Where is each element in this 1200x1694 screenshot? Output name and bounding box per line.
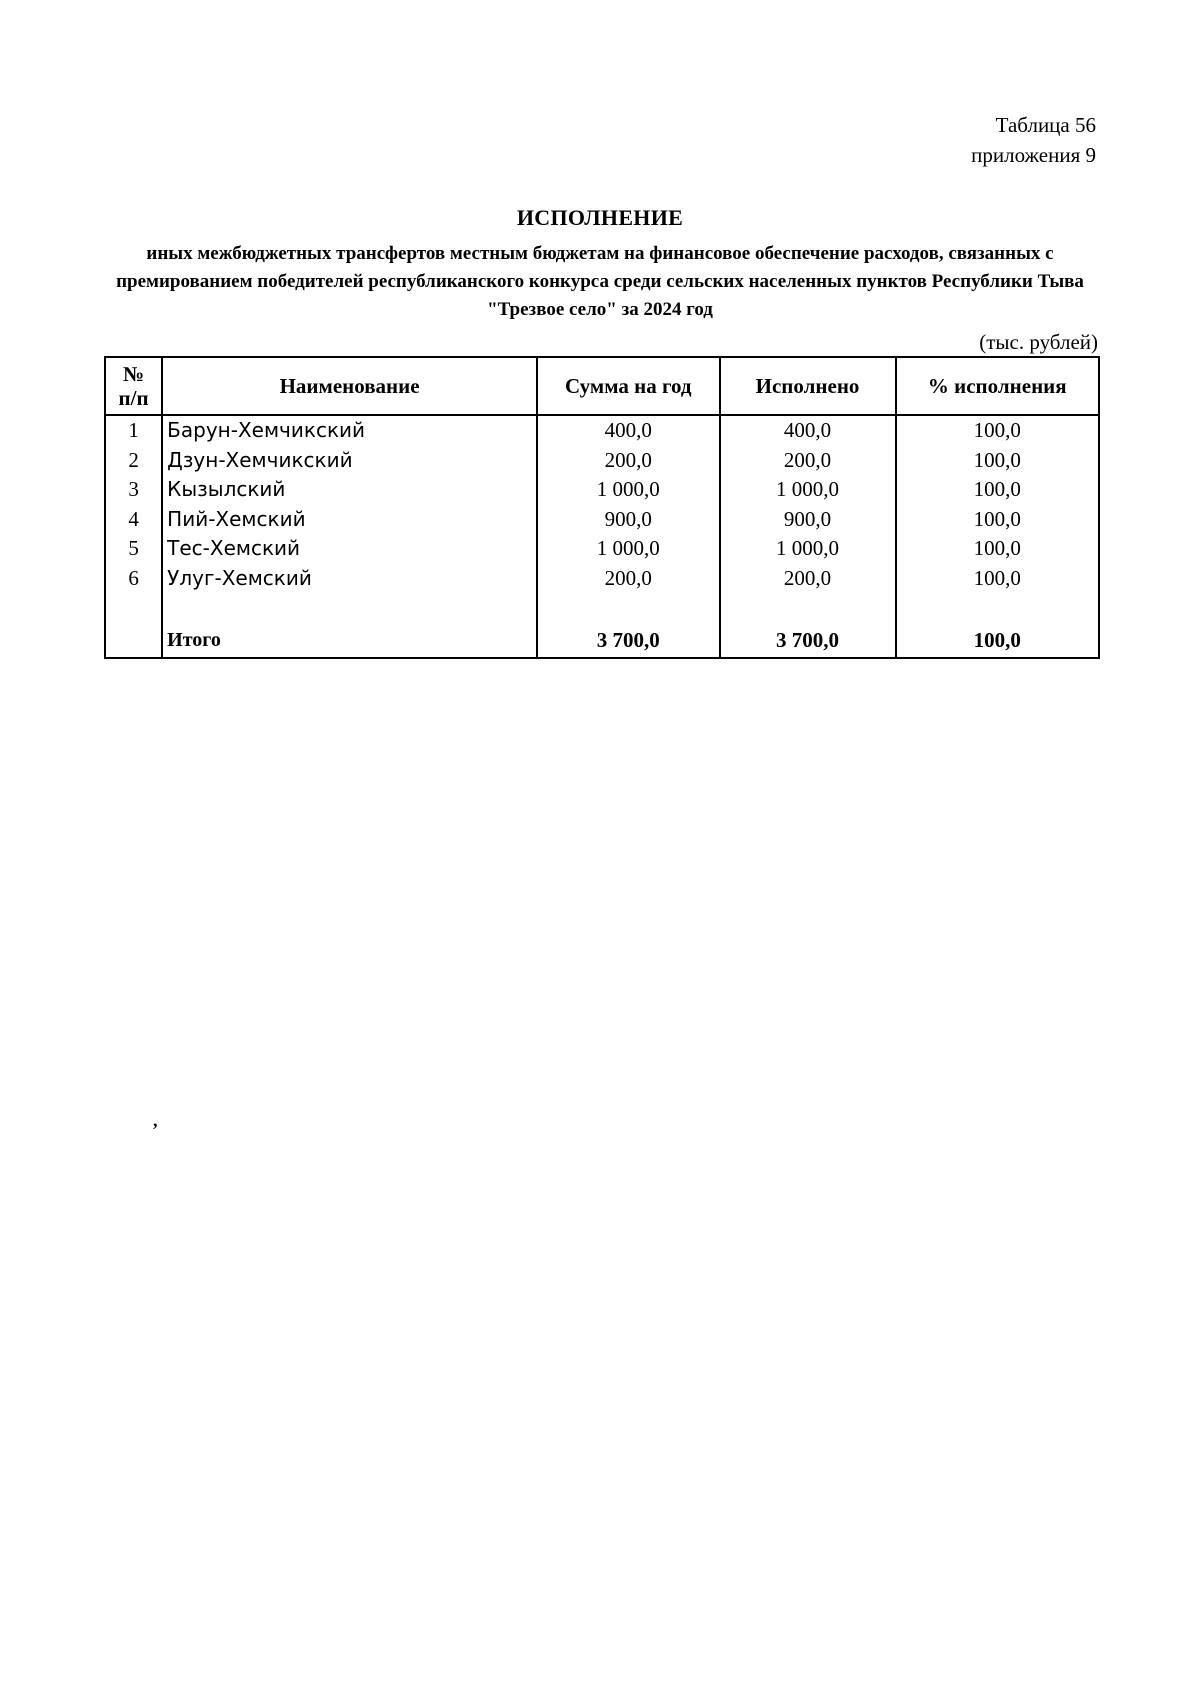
table-row xyxy=(105,415,1099,446)
row-name: Дзун-Хемчикский xyxy=(162,446,537,476)
table-row xyxy=(105,534,1099,564)
row-percent: 100,0 xyxy=(896,564,1099,594)
document-subtitle: иных межбюджетных трансфертов местным бюджетам на финансовое обеспечение расходов, связанных с премированием победителей республиканского конкурса среди сельских населенных пунктов Республики Тыва "Трезвое село" за 2024 год xyxy=(116,243,1084,320)
total-percent: 100,0 xyxy=(896,626,1099,658)
table-spacer-row xyxy=(105,593,1099,626)
column-header-plan: Сумма на год xyxy=(537,357,720,415)
row-done: 200,0 xyxy=(720,564,896,594)
column-header-number-line1: № xyxy=(123,362,145,386)
row-name: Барун-Хемчикский xyxy=(162,415,537,446)
table-reference xyxy=(971,110,1096,170)
row-name: Пий-Хемский xyxy=(162,505,537,535)
table-row xyxy=(105,505,1099,535)
table-row xyxy=(105,446,1099,476)
column-header-name: Наименование xyxy=(162,357,537,415)
row-name: Улуг-Хемский xyxy=(162,564,537,594)
row-plan: 900,0 xyxy=(537,505,720,535)
row-number: 3 xyxy=(105,475,162,505)
column-header-number xyxy=(105,357,162,415)
table-number: Таблица 56 xyxy=(995,113,1096,137)
document-title: ИСПОЛНЕНИЕ xyxy=(516,205,684,230)
total-label: Итого xyxy=(162,626,537,658)
total-done: 3 700,0 xyxy=(720,626,896,658)
row-percent: 100,0 xyxy=(896,534,1099,564)
units-label: (тыс. рублей) xyxy=(979,330,1098,354)
row-plan: 200,0 xyxy=(537,446,720,476)
total-number xyxy=(105,626,162,658)
column-header-done: Исполнено xyxy=(720,357,896,415)
row-number: 6 xyxy=(105,564,162,594)
row-number: 5 xyxy=(105,534,162,564)
row-plan: 1 000,0 xyxy=(537,534,720,564)
row-percent: 100,0 xyxy=(896,415,1099,446)
execution-table xyxy=(104,356,1100,659)
appendix-number: приложения 9 xyxy=(971,143,1096,167)
row-percent: 100,0 xyxy=(896,475,1099,505)
row-done: 400,0 xyxy=(720,415,896,446)
row-done: 1 000,0 xyxy=(720,475,896,505)
stray-comma-mark: , xyxy=(153,1110,158,1130)
row-percent: 100,0 xyxy=(896,505,1099,535)
row-number: 4 xyxy=(105,505,162,535)
table-row xyxy=(105,564,1099,594)
row-percent: 100,0 xyxy=(896,446,1099,476)
row-done: 1 000,0 xyxy=(720,534,896,564)
row-plan: 1 000,0 xyxy=(537,475,720,505)
row-number: 2 xyxy=(105,446,162,476)
column-header-percent: % исполнения xyxy=(896,357,1099,415)
column-header-number-line2: п/п xyxy=(118,386,149,410)
row-name: Тес-Хемский xyxy=(162,534,537,564)
total-plan: 3 700,0 xyxy=(537,626,720,658)
row-number: 1 xyxy=(105,415,162,446)
row-name: Кызылский xyxy=(162,475,537,505)
row-plan: 200,0 xyxy=(537,564,720,594)
table-header-row xyxy=(105,357,1099,415)
row-plan: 400,0 xyxy=(537,415,720,446)
table-row xyxy=(105,475,1099,505)
row-done: 900,0 xyxy=(720,505,896,535)
table-total-row xyxy=(105,626,1099,658)
row-done: 200,0 xyxy=(720,446,896,476)
